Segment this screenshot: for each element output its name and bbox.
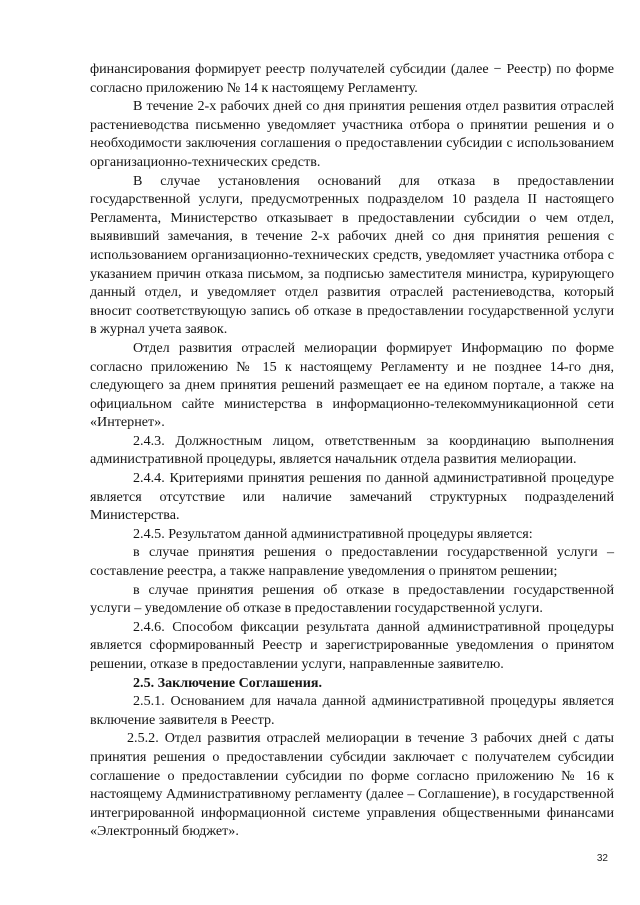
paragraph-result-refusal: в случае принятия решения об отказе в предоставлении государственной услуги – уведомление об отказе в предоставлении государственной услуги. [90, 581, 614, 617]
paragraph-financing-registry: финансирования формирует реестр получателей субсидии (далее − Реестр) по форме согласно приложению № 14 к настоящему Регламенту. [90, 61, 614, 96]
paragraph-notification-decision: В течение 2-х рабочих дней со дня принятия решения отдел развития отраслей растениеводства письменно уведомляет участника отбора о принятии решения и о необходимости заключения соглашения о предоставлении субсидии с использованием организационно-технических средств. [90, 98, 614, 170]
paragraph-2-5-2: 2.5.2. Отдел развития отраслей мелиорации в течение 3 рабочих дней с даты принятия решения о предоставлении субсидии заключает с получателем субсидии соглашение о предоставлении субсидии по форме согласно приложению № 16 к настоящему Административному регламенту (далее – Соглашение), в государственной интегрированной информационной системе управления общественными финансами «Электронный бюджет». [90, 730, 614, 840]
paragraph-2-4-6: 2.4.6. Способом фиксации результата данной административной процедуры является сформированный Реестр и зарегистрированные уведомления о принятом решении, отказе в предоставлении услуги, направленные заявителю. [90, 618, 614, 672]
paragraph-result-approval: в случае принятия решения о предоставлении государственной услуги – составление реестра, а также направление уведомления о принятом решении; [90, 544, 614, 580]
document-page [90, 60, 614, 841]
page-number: 32 [596, 853, 608, 864]
paragraph-refusal-grounds: В случае установления оснований для отказа в предоставлении государственной услуги, предусмотренных подразделом 10 раздела II настоящего Регламента, Министерство отказывает в предоставлении субсидии о чем отдел, выявивший замечания, в течение 2-х рабочих дней со дня принятия решения с использованием организационно-технических средств, уведомляет участника отбора с указанием причин отказа письмом, за подписью заместителя министра, курирующего данный отдел, и уведомляет отдел развития отраслей растениеводства, который вносит соответствующую запись об отказе в предоставлении государственной услуги в журнал учета заявок. [90, 172, 614, 338]
paragraph-2-4-5: 2.4.5. Результатом данной административной процедуры является: [133, 525, 533, 542]
paragraph-2-5-1: 2.5.1. Основанием для начала данной административной процедуры является включение заявителя в Реестр. [90, 693, 614, 728]
paragraph-2-4-3: 2.4.3. Должностным лицом, ответственным за координацию выполнения административной процедуры, является начальник отдела развития мелиорации. [90, 432, 614, 468]
paragraph-information-publication: Отдел развития отраслей мелиорации формирует Информацию по форме согласно приложению № 15 к настоящему Регламенту и не позднее 14-го дня, следующего за днем принятия решений размещает ее на едином портале, а также на официальном сайте министерства в информационно-телекоммуникационной сети «Интернет». [90, 339, 614, 431]
paragraph-2-4-4: 2.4.4. Критериями принятия решения по данной административной процедуре является отсутствие или наличие замечаний структурных подразделений Министерства. [90, 470, 614, 524]
section-heading-2-5: 2.5. Заключение Соглашения. [133, 674, 323, 691]
